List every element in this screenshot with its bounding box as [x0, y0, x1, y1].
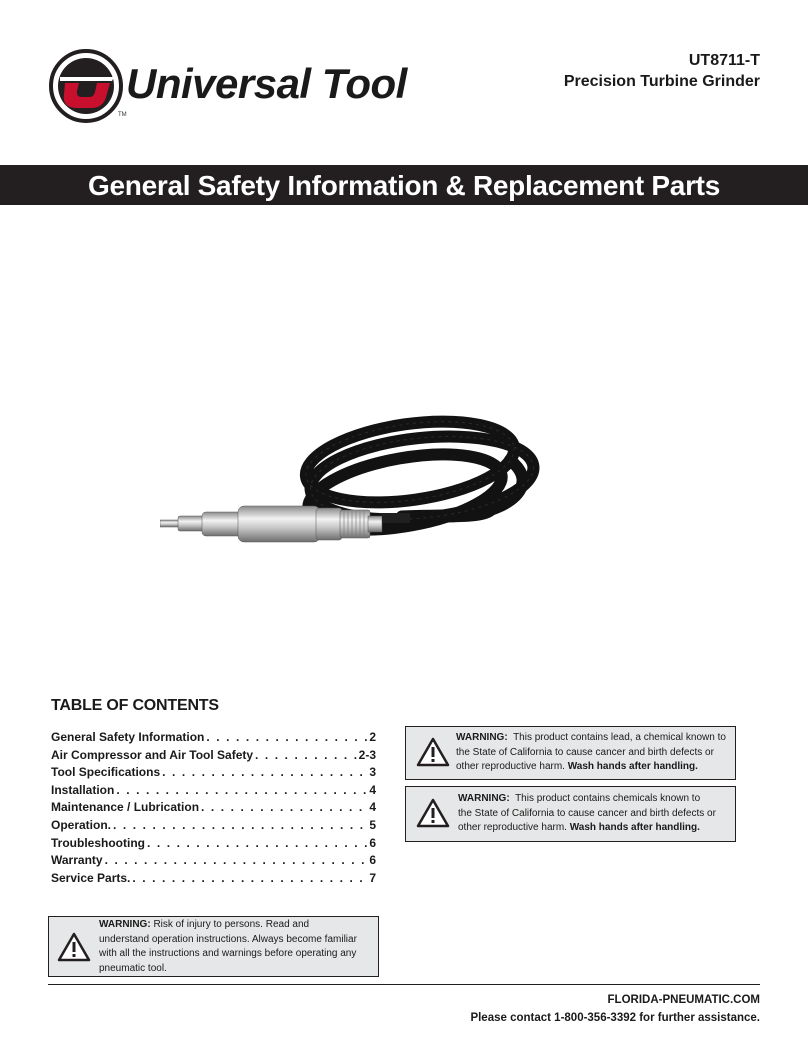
- warning-emphasis: Wash hands after handling.: [567, 761, 698, 772]
- warning-label: WARNING:: [99, 919, 151, 930]
- toc-item-page: 6: [369, 853, 376, 868]
- toc-item-label: Installation: [51, 782, 115, 797]
- toc-item-label: Service Parts.: [51, 870, 131, 885]
- table-of-contents: [51, 697, 376, 887]
- warning-line: This product contains chemicals known to: [515, 793, 701, 804]
- toc-item-label: Troubleshooting: [51, 835, 145, 850]
- toc-item-label: Warranty: [51, 853, 103, 868]
- warning-chemicals-text: [458, 792, 736, 836]
- warning-line: with all the instructions and warnings before operating any: [99, 948, 357, 959]
- trademark-mark: TM: [118, 112, 127, 118]
- warning-triangle-icon: [416, 798, 450, 828]
- warning-line: understand operation instructions. Always become familiar: [99, 933, 357, 945]
- page-title: General Safety Information & Replacement Parts: [0, 165, 808, 205]
- toc-item[interactable]: [51, 799, 376, 817]
- toc-item[interactable]: [51, 852, 376, 870]
- toc-leader: [116, 782, 367, 800]
- model-name: Precision Turbine Grinder: [563, 73, 760, 90]
- toc-item[interactable]: [51, 782, 376, 800]
- warning-label: WARNING:: [456, 732, 508, 743]
- warning-line: the State of California to cause cancer and birth defects or: [458, 807, 716, 819]
- warning-injury-text: [99, 918, 379, 976]
- toc-item[interactable]: [51, 835, 376, 853]
- toc-item-page: 7: [369, 870, 376, 885]
- warning-line: the State of California to cause cancer and birth defects or: [456, 746, 714, 758]
- toc-leader: [113, 817, 367, 835]
- toc-item-label: Operation.: [51, 817, 112, 832]
- toc-leader: [206, 729, 367, 747]
- toc-leader: [201, 799, 367, 817]
- toc-item-page: 2-3: [358, 747, 376, 762]
- toc-leader: [162, 764, 367, 782]
- toc-item-page: 5: [369, 817, 376, 832]
- turbine-grinder-product-image: [160, 400, 620, 580]
- toc-item-page: 3: [369, 765, 376, 780]
- warning-triangle-icon: [57, 932, 91, 962]
- warning-label: WARNING:: [458, 793, 510, 804]
- footer: [470, 991, 760, 1027]
- warning-triangle-icon: [416, 737, 450, 767]
- footer-divider: [48, 984, 760, 985]
- warning-line: other reproductive harm.: [456, 761, 565, 772]
- toc-item[interactable]: [51, 870, 376, 888]
- footer-website-link[interactable]: FLORIDA-PNEUMATIC.COM: [607, 994, 760, 1006]
- warning-line: other reproductive harm.: [458, 822, 567, 833]
- toc-item-page: 4: [369, 782, 376, 797]
- toc-item-label: General Safety Information: [51, 730, 205, 744]
- toc-item-label: Air Compressor and Air Tool Safety: [51, 747, 254, 762]
- toc-item[interactable]: [51, 817, 376, 835]
- toc-heading: TABLE OF CONTENTS: [51, 697, 219, 714]
- brand-name: Universal Tool: [126, 60, 407, 107]
- warning-line: This product contains lead, a chemical known to: [513, 732, 726, 743]
- toc-item-label: Maintenance / Lubrication: [51, 800, 200, 815]
- warning-line: Risk of injury to persons. Read and: [153, 919, 310, 930]
- toc-leader: [105, 852, 368, 870]
- toc-item[interactable]: [51, 764, 376, 782]
- warning-lead-box: [405, 726, 736, 780]
- toc-item-page: 4: [369, 800, 376, 815]
- warning-emphasis: Wash hands after handling.: [569, 822, 700, 833]
- footer-contact: Please contact 1-800-356-3392 for further assistance.: [470, 1012, 760, 1024]
- toc-item[interactable]: [51, 747, 376, 765]
- warning-line: pneumatic tool.: [99, 962, 167, 974]
- toc-leader: [147, 835, 367, 853]
- toc-item[interactable]: [51, 729, 376, 747]
- toc-leader: [132, 870, 367, 888]
- warning-chemicals-box: [405, 786, 736, 842]
- brand-logo: [48, 48, 408, 120]
- toc-leader: [255, 747, 357, 765]
- toc-item-label: Tool Specifications: [51, 765, 161, 780]
- toc-item-page: 2: [369, 730, 376, 744]
- warning-injury-box: [48, 916, 379, 977]
- model-info: [564, 51, 760, 93]
- toc-item-page: 6: [369, 835, 376, 850]
- warning-lead-text: [456, 731, 736, 775]
- model-number: UT8711-T: [688, 52, 760, 69]
- universal-tool-logo-icon: [48, 48, 124, 124]
